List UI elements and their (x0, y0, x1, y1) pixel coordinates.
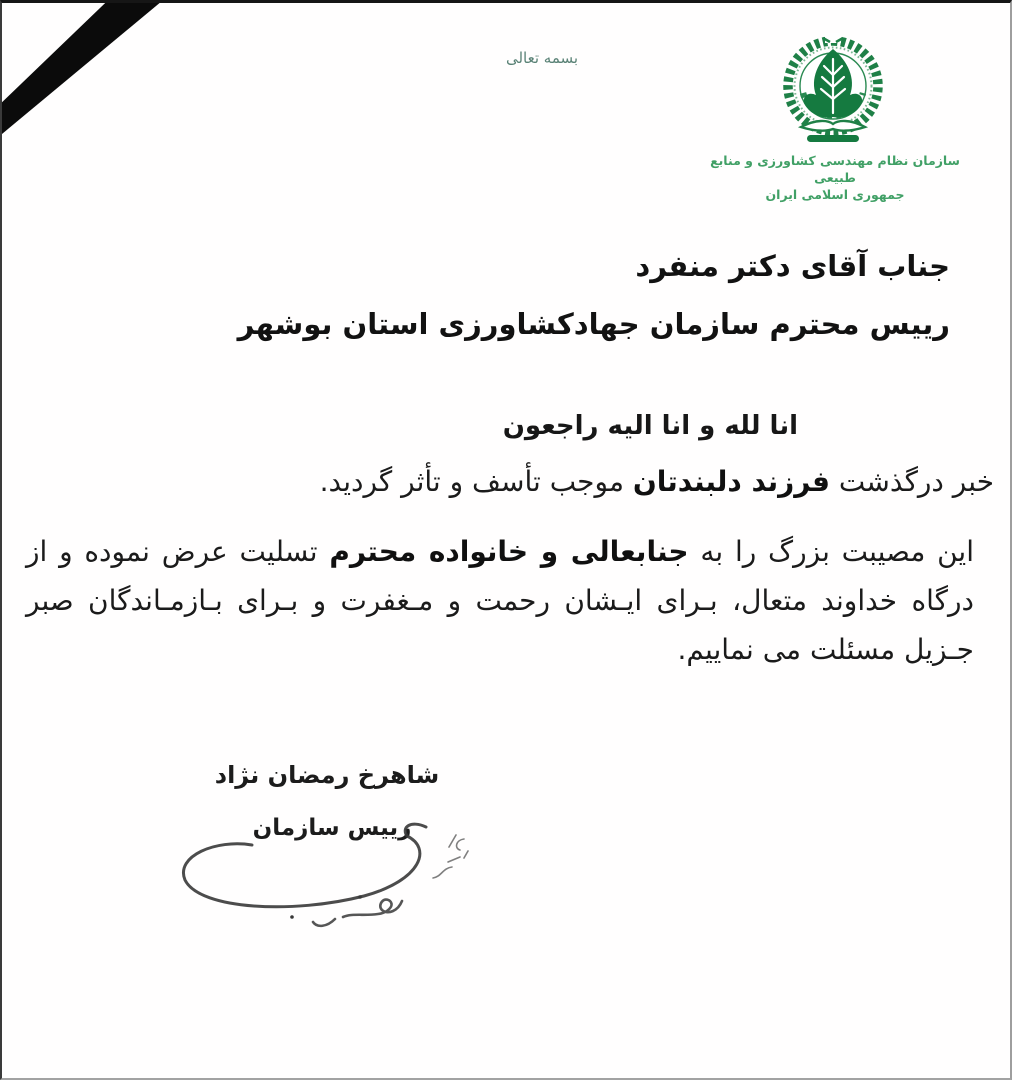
condolence-paragraph (26, 527, 974, 674)
signatory-title: رییس سازمان (252, 815, 412, 841)
condolence-news-line (320, 465, 994, 498)
recipient-title: رییس محترم سازمان جهادکشاورزی استان بوشهر (237, 307, 950, 341)
news-text-post: موجب تأسف و تأثر گردید. (319, 465, 633, 498)
istirja-verse: انا لله و انا الیه راجعون (502, 411, 798, 441)
logo-emblem-icon (767, 31, 903, 149)
paragraph-line-2: درگاه خداوند متعال، بـرای ایـشان رحمت و مـغفرت و بـرای بـازمـاندگان صبر (26, 584, 974, 617)
mourning-ribbon-icon (2, 3, 162, 138)
logo-caption-line1: سازمان نظام مهندسی کشاورزی و منابع طبیعی (710, 153, 960, 185)
par1-text-post: تسلیت عرض نموده و از (26, 535, 330, 568)
recipient-name: جناب آقای دکتر منفرد (635, 249, 950, 283)
par1-text-pre: این مصیبت بزرگ را به (688, 535, 974, 568)
logo-caption-line2: جمهوری اسلامی ایران (765, 187, 905, 202)
recipient-block (62, 237, 950, 353)
logo-caption (690, 152, 980, 203)
bismillah-text: بسمه تعالی (505, 49, 579, 67)
paragraph-line-3: جـزیل مسئلت می نماییم. (677, 633, 974, 666)
par1-text-bold: جنابعالی و خانواده محترم (329, 535, 689, 568)
news-text-bold: فرزند دلبندتان (632, 465, 831, 498)
organization-logo (690, 31, 980, 203)
handwritten-signature (164, 817, 484, 937)
paragraph-line-1 (26, 527, 974, 576)
news-text-pre: خبر درگذشت (830, 465, 994, 498)
signatory-name: شاهرخ رمضان نژاد (214, 761, 440, 789)
